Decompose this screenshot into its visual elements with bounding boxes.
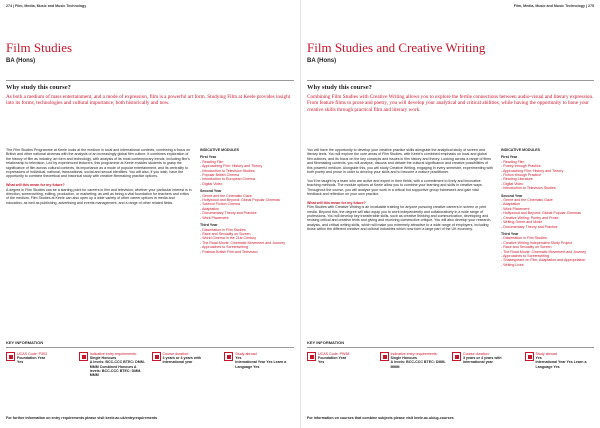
keyinfo-value-label: Single Honours	[390, 356, 418, 361]
keyinfo-heading: KEY INFORMATION	[6, 340, 294, 348]
module-item: - Work Placement	[200, 216, 294, 220]
page-subtitle: BA (Hons)	[6, 58, 36, 64]
modules-column	[200, 148, 294, 254]
keyinfo-label: Study abroad	[535, 352, 557, 356]
keyinfo-label: UCAS Code: P303	[17, 352, 47, 356]
keyinfo-label: Course duration:	[162, 352, 190, 356]
globe-icon	[224, 352, 233, 361]
keyinfo-study-abroad	[224, 352, 294, 377]
modules-column	[501, 148, 595, 267]
year-label: Third Year	[200, 223, 218, 228]
body-paragraph: You will have the opportunity to develop your creative practice skills alongside the analytical study of screen and literary texts. You will explore the core areas of Film Studies, with Keele’s combined emphasis on local and global film cultures, and its focus on the key concepts and issues in film history and theory. Looking across a range of films and filmmaking contexts, you will analyse, discuss and debate the cultural significance and creative possibilities of this powerful medium. Alongside this, you will study Creative Writing, engaging in every semester, experimenting with both poetry and prose in order to develop your skills and to become a mature practitioner.	[307, 148, 493, 175]
body-paragraph: The Film Studies Programme at Keele looks at the medium in local and international contexts, combining a focus on British and other national cinemas with the analysis of an increasingly global film culture. It combines exploration of the history of film as industry, art form and technology, with analysis of its most contemporary trends, including film’s relationship to television. Led by experienced lecturers, this programme at Keele enables students to grasp the significance of film across cultural contexts, its importance as a mode of popular entertainment, and its centrality to expressions of individual, national, transnational, social and sexual identities. You will also, if you wish, have the opportunity to combine theoretical and historical study with creative filmmaking practice options.	[6, 148, 191, 179]
keyinfo-value-label: Yes	[235, 356, 242, 361]
module-list	[200, 228, 294, 254]
module-item: - Adaptation	[501, 202, 595, 206]
ucas-icon	[307, 352, 316, 361]
module-item: - Creative Writing Independent Study Project	[501, 241, 595, 245]
module-item: - Shakespeare on Film, Adaptation and Appropriation	[501, 258, 595, 262]
year-label: First Year	[501, 155, 518, 160]
module-item: - Approaching Film: History and Theory	[200, 164, 294, 168]
running-head: Film, Media, Music and Music Technology | 275	[513, 4, 594, 8]
key-information	[307, 340, 594, 400]
year-label: First Year	[200, 155, 217, 160]
year-label: Second Year	[200, 189, 222, 194]
module-item: - The Road Movie: Cinematic Movement and Journey	[200, 241, 294, 245]
module-item: - Digital Video	[200, 182, 294, 186]
module-item: - Dissertation in Film Studies	[200, 228, 294, 232]
keyinfo-value-label: Single Honours	[89, 356, 117, 361]
divider	[6, 80, 294, 81]
keyinfo-label: Indicative entry requirements:	[89, 352, 137, 356]
keyinfo-entry	[380, 352, 450, 369]
entry-requirements-icon	[79, 352, 88, 361]
module-item: - Introduction to Television Studies	[501, 186, 595, 190]
keyinfo-row	[6, 352, 294, 377]
module-item: - Writing Lives	[501, 263, 595, 267]
keyinfo-heading: KEY INFORMATION	[307, 340, 594, 348]
keyinfo-duration	[452, 352, 522, 369]
year-label: Third Year	[501, 231, 519, 236]
keyinfo-label: Course duration:	[463, 352, 490, 356]
module-item: - Documentary Theory and Practice	[200, 211, 294, 215]
module-item: - Adaptation	[200, 207, 294, 211]
module-item: - Postwar British Film and Television	[200, 250, 294, 254]
module-item: - Genre and the Cinematic Gaze	[200, 194, 294, 198]
why-text: Combining Film Studies with Creative Writing allows you to explore the fertile connections between audio-visual and literary expression. From feature films to prose and poetry, you will develop your analytical and critical abilities, while having the opportunity to hone your creative skills through practical film and literary work.	[307, 94, 594, 113]
module-item: - Digital Video	[501, 182, 595, 186]
module-item: - Approaches to Screenwriting	[501, 254, 595, 258]
modules-heading: INDICATIVE MODULES	[501, 148, 541, 152]
module-item: - Approaching Film: History and Theory	[501, 169, 595, 173]
future-heading: What will this mean for my future?	[6, 183, 65, 188]
module-item: - Writing Genre and Mode	[501, 220, 595, 224]
main-column	[307, 148, 493, 236]
body-paragraph: You’ll be taught by a team who are active and expert in their fields, with a commitment to lively and innovative teaching methods. The module options at Keele allow you to combine your learning and skills in creative ways. Throughout the course, you will analyse your work in a critical but supportive group framework and gain vital feedback and reflection on your own practice.	[307, 178, 483, 197]
module-item: - Introduction to Television Studies	[200, 169, 294, 173]
divider	[307, 80, 594, 81]
module-item: - Poetry through Practice	[501, 164, 595, 168]
keyinfo-label: Study abroad	[235, 352, 257, 356]
clock-icon	[452, 352, 461, 361]
module-item: - Introduction to European Cinema	[200, 177, 294, 181]
keyinfo-value-label: Foundation Year	[318, 356, 347, 361]
module-item: - Approaches to Screenwriting	[200, 245, 294, 249]
why-heading: Why study this course?	[307, 84, 372, 91]
module-item: - Dissertation in Film Studies	[501, 236, 595, 240]
keyinfo-row	[307, 352, 594, 369]
module-item: - Creative Writing: Poetry and Prose	[501, 216, 595, 220]
keyinfo-value: A levels: BCC-CCC BTEC: DMM-MMM Combined Honours A levels: BCC-CCC BTEC: DMM-MMM	[89, 360, 145, 378]
page-title: Film Studies	[6, 40, 73, 55]
module-list	[501, 236, 595, 267]
module-item: - Reading Film	[200, 160, 294, 164]
module-item: - Science Fiction Cinema	[200, 202, 294, 206]
module-item: - Reading Literature	[501, 177, 595, 181]
module-item: - Genre and the Cinematic Gaze	[501, 198, 595, 202]
right-page	[300, 0, 600, 428]
module-item: - The Road Movie: Cinematic Movement and Journey	[501, 250, 595, 254]
keyinfo-ucas	[6, 352, 76, 377]
modules-heading: INDICATIVE MODULES	[200, 148, 240, 152]
keyinfo-value: International Year Yes Learn a Language Yes	[235, 360, 287, 369]
footnote: For information on courses that combine subjects please visit keele.ac.uk/ug-courses	[307, 416, 454, 420]
keyinfo-value: Yes	[17, 360, 24, 365]
running-head: 274 | Film, Media, Music and Music Technology	[6, 4, 87, 8]
module-item: - Race and Sexuality on Screen	[501, 245, 595, 249]
module-item: - Documentary Theory and Practice	[501, 225, 595, 229]
main-column	[6, 148, 192, 210]
module-item: - Reading Film	[501, 160, 595, 164]
keyinfo-ucas	[307, 352, 377, 369]
module-list	[200, 194, 294, 220]
keyinfo-value-label: 3 years or 4 years with international year	[162, 356, 202, 365]
keyinfo-value: A levels: BCC-CCC BTEC: DMM-MMM	[390, 360, 446, 369]
keyinfo-value: International Year Yes Learn a Language Yes	[535, 360, 587, 369]
module-item: - Hollywood and Beyond: Global Popular Cinemas	[501, 211, 595, 215]
page-title: Film Studies and Creative Writing	[307, 40, 486, 55]
footnote: For further information on entry requirements please visit keele.ac.uk/entryrequirements	[6, 416, 158, 420]
keyinfo-entry	[79, 352, 149, 377]
keyinfo-study-abroad	[525, 352, 595, 369]
keyinfo-value-label: Yes	[535, 356, 542, 361]
keyinfo-value-label: Foundation Year	[17, 356, 46, 361]
entry-requirements-icon	[380, 352, 389, 361]
future-text: Film Studies with Creative Writing is an invaluable training for anyone pursuing creative careers in screen or print media. Beyond this, the degree will also equip you to work independently and collaboratively in a wide range of professions. You will develop key transferable skills, such as creative thinking and communication, developing and revising critical and creative texts and giving and receiving constructive critique. You will also develop your research, analysis, and critical writing skills, which will make you extremely attractive to a wide range of employers, including those within the different creative and cultural industries which now form a large part of the UK economy.	[307, 205, 492, 232]
module-list	[501, 198, 595, 229]
page-subtitle: BA (Hons)	[307, 58, 337, 64]
why-text: As both a medium of mass entertainment, and a mode of expression, film is a powerful art form. Studying Film at Keele provides insight into its forms, technologies and cultural importance, both historically and now.	[6, 94, 291, 107]
module-list	[200, 160, 294, 186]
keyinfo-value: Yes	[318, 360, 325, 365]
module-item: - Hollywood and Beyond: Global Popular Cinemas	[200, 198, 294, 202]
clock-icon	[152, 352, 161, 361]
future-text: A degree in Film Studies can be a starting point for careers in film and television, whether your particular interest is in direction, screenwriting, editing, production, or marketing; as well as being a vital foundation for teachers and critics of the medium. Film Studies at Keele can also open up a wide variety of other career options in media and education, as well as publishing, advertising and events management, and a range of other related fields.	[6, 187, 192, 205]
ucas-icon	[6, 352, 15, 361]
future-heading: What will this mean for my future?	[307, 200, 366, 205]
module-item: - Race and Sexuality on Screen	[200, 232, 294, 236]
keyinfo-label: Indicative entry requirements:	[390, 352, 438, 356]
why-heading: Why study this course?	[6, 84, 71, 91]
keyinfo-duration	[152, 352, 222, 377]
module-item: - Fiction through Practice	[501, 173, 595, 177]
module-item: - World Cinema in the 21st Century	[200, 236, 294, 240]
year-label: Second Year	[501, 193, 523, 198]
module-list	[501, 160, 595, 191]
globe-icon	[525, 352, 534, 361]
module-item: - Work Placement	[501, 207, 595, 211]
keyinfo-value-label: 3 years or 4 years with international year	[463, 356, 502, 365]
keyinfo-label: UCAS Code: PW38	[318, 352, 350, 356]
key-information	[6, 340, 294, 400]
module-item: - Popular British Cinema	[200, 173, 294, 177]
